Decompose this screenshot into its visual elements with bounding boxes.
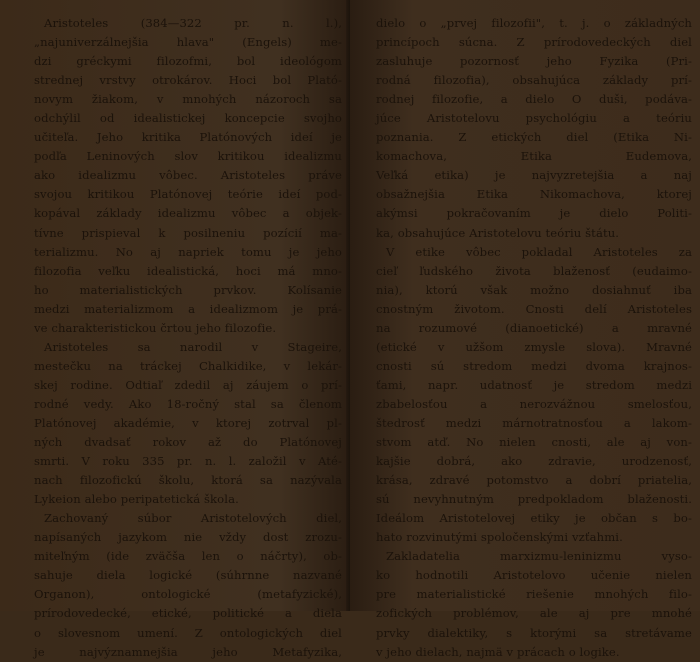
text-line: komachova, Etika Eudemova, (376, 149, 692, 164)
text-line: Veľká etika) je najvyzretejšia a naj (376, 168, 692, 183)
text-line: kopával základy idealizmu vôbec a objek- (34, 206, 342, 221)
text-line: ako idealizmu vôbec. Aristoteles práve (34, 168, 342, 183)
text-line: Platónovej akadémie, v ktorej zotrval pl- (34, 415, 342, 430)
text-line: rodnej filozofie, a dielo O duši, podáva- (376, 92, 692, 107)
text-line: júce Aristotelovu psychológiu a teóriu (376, 111, 692, 126)
text-line: na rozumové (dianoetické) a mravné (376, 320, 692, 335)
text-line: sú nevyhnutným predpokladom blaženosti. (376, 492, 692, 507)
text-line: je najvýznamnejšia jeho Metafyzika, (34, 644, 342, 659)
text-line: akýmsi pokračovaním je dielo Politi- (376, 206, 692, 221)
text-line: hato rozvinutými spoločenskými vzťahmi. (376, 530, 623, 545)
text-line: Lykeion alebo peripatetická škola. (34, 492, 239, 507)
text-line: cnosti sú stredom medzi dvoma krajnos- (376, 358, 692, 373)
text-line: dielo o „prvej filozofii", t. j. o základných (376, 16, 692, 30)
text-line: ka, obsahujúce Aristotelovu teóriu štátu. (376, 225, 620, 240)
text-line: ve charakteristickou črtou jeho filozofie. (34, 320, 277, 335)
text-line: zasluhuje pozornosť jeho Fyzika (Pri- (376, 54, 692, 69)
text-line: novym žiakom, v mnohých názoroch sa (34, 92, 342, 107)
text-line: odchýlil od idealistickej koncepcie svojho (34, 111, 342, 126)
text-line: V etike vôbec pokladal Aristoteles za (386, 244, 692, 259)
text-line: sahuje diela logické (súhrnne nazvané (34, 568, 342, 583)
text-line: štedrosť medzi márnotratnosťou a lakom- (376, 415, 692, 430)
text-line: učiteľa. Jeho kritika Platónových ideí je (34, 130, 342, 145)
text-line: ťami, napr. udatnosť je stredom medzi (376, 377, 692, 392)
text-line: „najuniverzálnejšia hlava" (Engels) me- (34, 35, 342, 50)
text-line: princípoch súcna. Z prírodovedeckých diel (376, 35, 692, 50)
text-line: skej rodine. Odtiaľ zdedil aj záujem o prí- (34, 377, 342, 392)
text-line: pre materialistické riešenie mnohých filo- (376, 587, 692, 602)
text-line: filozofia veľku idealistická, hoci má mno- (34, 263, 342, 278)
text-line: miteľným (ide zväčša len o náčrty), ob- (34, 549, 342, 564)
text-line: rodné vedy. Ako 18-ročný stal sa členom (34, 396, 342, 411)
text-line: smrti. V roku 335 pr. n. l. založil v Até- (34, 454, 342, 469)
text-line: mestečku na tráckej Chalkidike, v lekár- (34, 358, 342, 373)
text-line: (etické v užšom zmysle slova). Mravné (376, 339, 692, 354)
text-line: prvky dialektiky, s ktorými sa stretávame (376, 625, 692, 640)
text-line: strednej vrstvy otrokárov. Hoci bol Platό- (34, 73, 342, 88)
text-line: dzi gréckymi filozofmi, bol ideológom (34, 54, 342, 69)
text-line: krása, zdravé potomstvo a dobrí priatelia, (376, 473, 692, 488)
text-line: Zakladatelia marxizmu-leninizmu vyso- (386, 549, 692, 564)
text-line: Aristoteles (384—322 pr. n. l.), (44, 16, 342, 30)
text-line: Ideálom Aristotelovej etiky je občan s bo- (376, 511, 692, 526)
text-line: rodná filozofia), obsahujúca základy prí- (376, 73, 692, 88)
text-line: cieľ ľudského života blaženosť (eudaimo- (376, 263, 692, 278)
text-line: cnostným životom. Cnosti delí Aristoteles (376, 301, 692, 316)
right-page (350, 0, 700, 659)
text-line: zofických problémov, ale aj pre mnohé (376, 606, 692, 621)
text-line: stvom atď. No nielen cnosti, ale aj von- (376, 435, 692, 450)
text-line: ných dvadsať rokov až do Platónovej (34, 435, 342, 450)
text-line: prírodovedecké, etické, politické a diela (34, 606, 342, 621)
text-line: zbabelosťou a nerozvážnou smelosťou, (376, 396, 692, 411)
text-line: podľa Leninových slov kritikou idealizmu (34, 149, 342, 164)
text-line: medzi materializmom a idealizmom je prá- (34, 301, 342, 316)
text-line: kajšie dobrá, ako zdravie, urodzenosť, (376, 454, 692, 469)
left-page (0, 0, 350, 659)
text-line: o slovesnom umení. Z ontologických diel (34, 625, 342, 640)
text-line: tívne prispieval k posilneniu pozícií ma- (34, 225, 342, 240)
text-line: obsažnejšia Etika Nikomachova, ktorej (376, 187, 692, 202)
text-line: Aristoteles sa narodil v Stageire, (44, 339, 342, 354)
text-line: terializmu. No aj napriek tomu je jeho (34, 244, 342, 259)
text-line: Organon), ontologické (metafyzické), (34, 587, 342, 602)
text-line: ho materialistických prvkov. Kolísanie (34, 282, 342, 297)
text-line: ko hodnotili Aristotelovo učenie nielen (376, 568, 692, 583)
text-line: nach filozofickú školu, ktorá sa nazývala (34, 473, 342, 488)
text-line: svojou kritikou Platónovej teórie ideí pod- (34, 187, 342, 202)
text-line: v jeho dielach, najmä v prácach o logike. (376, 644, 620, 659)
text-line: napísaných jazykom nie vždy dost zrozu- (34, 530, 342, 545)
text-line: nia), ktorú však možno dosiahnuť iba (376, 282, 692, 297)
text-line: poznania. Z etických diel (Etika Ni- (376, 130, 692, 145)
text-line: Zachovaný súbor Aristotelových diel, (44, 511, 342, 526)
